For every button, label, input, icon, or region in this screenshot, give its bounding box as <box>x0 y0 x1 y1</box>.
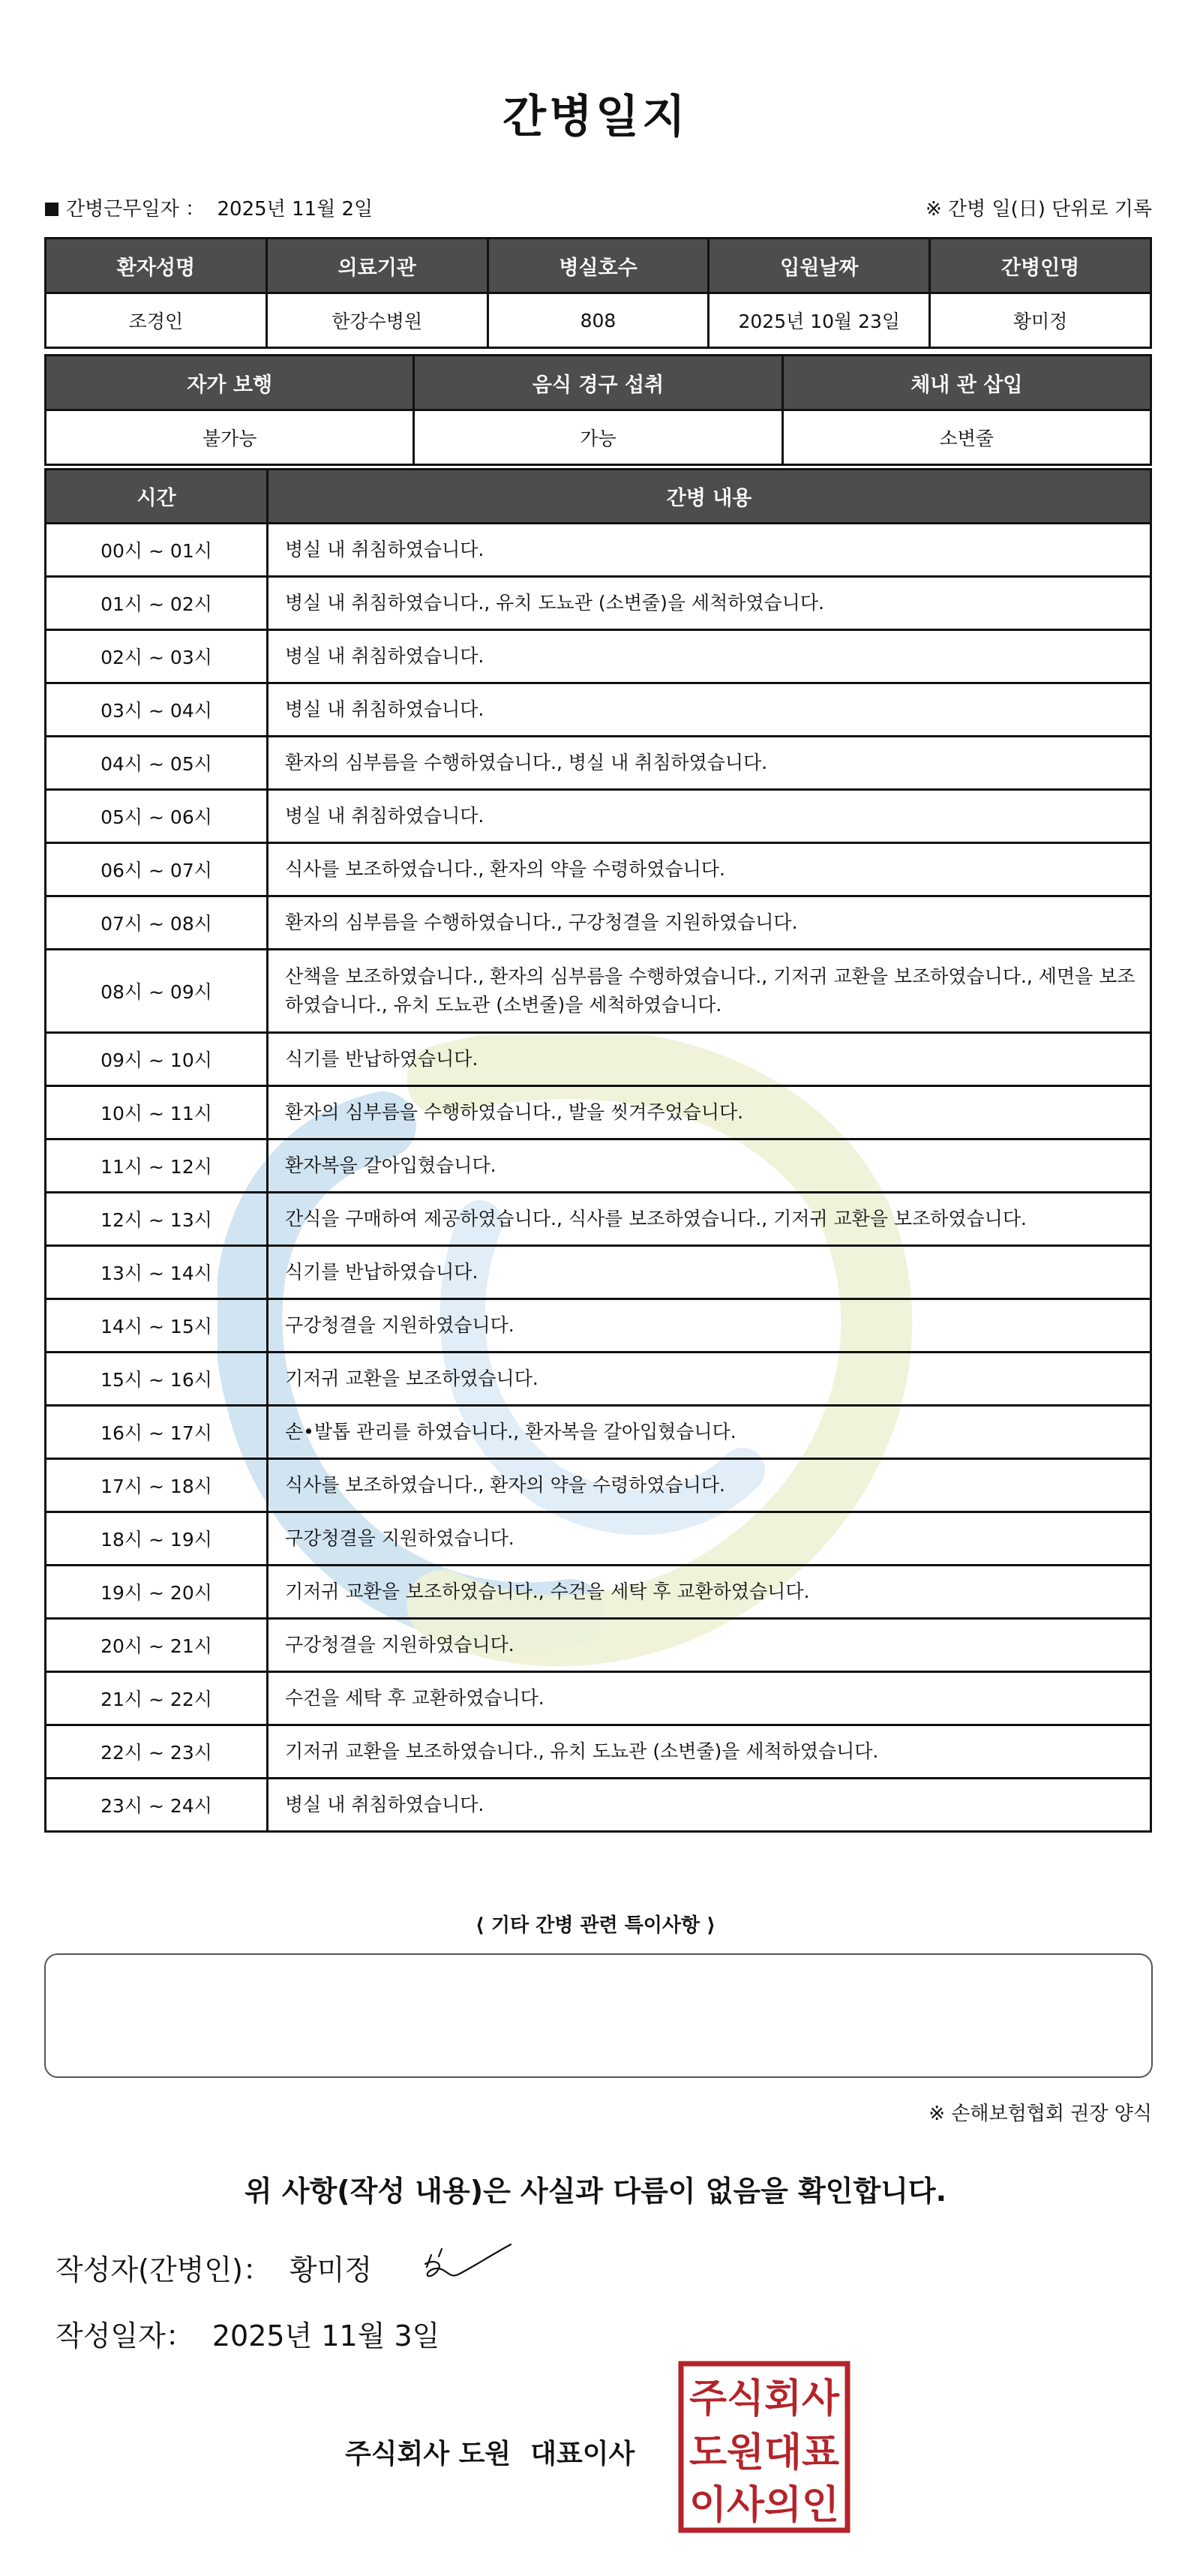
hospital-name: 한강수병원 <box>266 293 488 348</box>
record-unit-note: ※ 간병 일(日) 단위로 기록 <box>925 198 1152 221</box>
time-cell: 20시 ~ 21시 <box>46 1619 268 1672</box>
header-caregiver-name: 간병인명 <box>930 239 1151 293</box>
patient-info-table <box>44 237 1152 349</box>
table-row <box>46 843 1151 896</box>
content-cell: 수건을 세탁 후 교환하였습니다. <box>268 1672 1151 1725</box>
svg-text:도원대표: 도원대표 <box>689 2430 839 2475</box>
time-cell: 09시 ~ 10시 <box>46 1033 268 1086</box>
time-cell: 02시 ~ 03시 <box>46 630 268 683</box>
table-row <box>46 1086 1151 1139</box>
header-patient-name: 환자성명 <box>46 239 267 293</box>
content-cell: 식기를 반납하였습니다. <box>268 1033 1151 1086</box>
table-row <box>46 1139 1151 1193</box>
content-cell: 병실 내 취침하였습니다. <box>268 630 1151 683</box>
table-row <box>46 1672 1151 1725</box>
content-cell: 환자의 심부름을 수행하였습니다., 병실 내 취침하였습니다. <box>268 737 1151 790</box>
patient-info-value-row <box>46 293 1151 348</box>
oral-intake-value: 가능 <box>414 410 782 465</box>
header-oral-intake: 음식 경구 섭취 <box>414 356 782 410</box>
table-row <box>46 1459 1151 1512</box>
time-cell: 23시 ~ 24시 <box>46 1779 268 1832</box>
time-cell: 06시 ~ 07시 <box>46 843 268 896</box>
table-row <box>46 630 1151 683</box>
table-row <box>46 1406 1151 1459</box>
admission-date: 2025년 10월 23일 <box>709 293 930 348</box>
table-row <box>46 1299 1151 1353</box>
table-row <box>46 950 1151 1033</box>
content-cell: 환자복을 갈아입혔습니다. <box>268 1139 1151 1193</box>
time-cell: 19시 ~ 20시 <box>46 1566 268 1619</box>
time-cell: 00시 ~ 01시 <box>46 524 268 577</box>
time-cell: 14시 ~ 15시 <box>46 1299 268 1353</box>
time-cell: 22시 ~ 23시 <box>46 1725 268 1779</box>
content-cell: 병실 내 취침하였습니다. <box>268 683 1151 737</box>
confirmation-statement: 위 사항(작성 내용)은 사실과 다름이 없음을 확인합니다. <box>244 2175 947 2208</box>
content-cell: 병실 내 취침하였습니다., 유치 도뇨관 (소변줄)을 세척하였습니다. <box>268 577 1151 630</box>
care-log-header-row <box>46 470 1151 524</box>
content-cell: 구강청결을 지원하였습니다. <box>268 1512 1151 1566</box>
content-cell: 병실 내 취침하였습니다. <box>268 790 1151 843</box>
company-seal-icon <box>678 2361 850 2533</box>
content-cell: 식사를 보조하였습니다., 환자의 약을 수령하였습니다. <box>268 843 1151 896</box>
svg-text:이사의인: 이사의인 <box>689 2483 839 2528</box>
content-cell: 병실 내 취침하였습니다. <box>268 1779 1151 1832</box>
ceo-title: 대표이사 <box>530 2439 635 2469</box>
content-cell: 병실 내 취침하였습니다. <box>268 524 1151 577</box>
writer-line <box>56 2247 372 2288</box>
patient-status-value-row <box>46 410 1151 465</box>
time-cell: 11시 ~ 12시 <box>46 1139 268 1193</box>
work-date-value: 2025년 11월 2일 <box>217 198 374 221</box>
content-cell: 구강청결을 지원하였습니다. <box>268 1619 1151 1672</box>
header-tube-insertion: 체내 관 삽입 <box>782 356 1150 410</box>
time-cell: 07시 ~ 08시 <box>46 896 268 950</box>
content-cell: 환자의 심부름을 수행하였습니다., 발을 씻겨주었습니다. <box>268 1086 1151 1139</box>
document-title: 간병일지 <box>502 91 688 143</box>
content-cell: 구강청결을 지원하였습니다. <box>268 1299 1151 1353</box>
time-cell: 08시 ~ 09시 <box>46 950 268 1033</box>
self-walking-value: 불가능 <box>46 410 414 465</box>
written-date-label: 작성일자： <box>56 2319 194 2352</box>
time-cell: 21시 ~ 22시 <box>46 1672 268 1725</box>
table-row <box>46 1566 1151 1619</box>
content-cell: 기저귀 교환을 보조하였습니다. <box>268 1353 1151 1406</box>
table-row <box>46 1353 1151 1406</box>
header-room-number: 병실호수 <box>488 239 709 293</box>
table-row <box>46 737 1151 790</box>
signature-icon <box>416 2234 529 2290</box>
header-hospital: 의료기관 <box>266 239 488 293</box>
table-row <box>46 896 1151 950</box>
time-cell: 12시 ~ 13시 <box>46 1193 268 1246</box>
square-bullet-icon <box>45 203 58 216</box>
header-self-walking: 자가 보행 <box>46 356 414 410</box>
written-date-line <box>56 2313 440 2354</box>
content-cell: 기저귀 교환을 보조하였습니다., 유치 도뇨관 (소변줄)을 세척하였습니다. <box>268 1725 1151 1779</box>
patient-name: 조경인 <box>46 293 267 348</box>
time-cell: 18시 ~ 19시 <box>46 1512 268 1566</box>
caregiver-name: 황미정 <box>930 293 1151 348</box>
svg-text:주식회사: 주식회사 <box>689 2376 840 2421</box>
time-cell: 03시 ~ 04시 <box>46 683 268 737</box>
special-notes-title: ⟨ 기타 간병 관련 특이사항 ⟩ <box>475 1914 716 1937</box>
table-row <box>46 1619 1151 1672</box>
table-row <box>46 790 1151 843</box>
table-row <box>46 1725 1151 1779</box>
time-cell: 15시 ~ 16시 <box>46 1353 268 1406</box>
writer-name: 황미정 <box>289 2253 373 2286</box>
table-row <box>46 1033 1151 1086</box>
work-date-label: 간병근무일자 ： <box>66 198 205 221</box>
table-row <box>46 1193 1151 1246</box>
recommendation-note: ※ 손해보험협회 권장 양식 <box>928 2103 1152 2125</box>
care-log-table <box>44 468 1152 1833</box>
written-date-value: 2025년 11월 3일 <box>212 2319 440 2352</box>
time-cell: 13시 ~ 14시 <box>46 1246 268 1299</box>
header-time: 시간 <box>46 470 268 524</box>
patient-info-header-row <box>46 239 1151 293</box>
company-signature <box>345 2433 634 2471</box>
room-number: 808 <box>488 293 709 348</box>
content-cell: 기저귀 교환을 보조하였습니다., 수건을 세탁 후 교환하였습니다. <box>268 1566 1151 1619</box>
time-cell: 05시 ~ 06시 <box>46 790 268 843</box>
time-cell: 16시 ~ 17시 <box>46 1406 268 1459</box>
content-cell: 산책을 보조하였습니다., 환자의 심부름을 수행하였습니다., 기저귀 교환을 보조하였습니다., 세면을 보조하였습니다., 유치 도뇨관 (소변줄)을 세척하였습니다. <box>268 950 1151 1033</box>
table-row <box>46 1246 1151 1299</box>
table-row <box>46 577 1151 630</box>
patient-status-header-row <box>46 356 1151 410</box>
table-row <box>46 1779 1151 1832</box>
header-care-content: 간병 내용 <box>268 470 1151 524</box>
header-admission-date: 입원날짜 <box>709 239 930 293</box>
content-cell: 환자의 심부름을 수행하였습니다., 구강청결을 지원하였습니다. <box>268 896 1151 950</box>
content-cell: 식기를 반납하였습니다. <box>268 1246 1151 1299</box>
company-name: 주식회사 도원 <box>345 2439 512 2469</box>
content-cell: 간식을 구매하여 제공하였습니다., 식사를 보조하였습니다., 기저귀 교환을 보조하였습니다. <box>268 1193 1151 1246</box>
time-cell: 01시 ~ 02시 <box>46 577 268 630</box>
special-notes-box <box>44 1953 1153 2078</box>
writer-label: 작성자(간병인)： <box>56 2253 272 2286</box>
tube-insertion-value: 소변줄 <box>782 410 1150 465</box>
content-cell: 손•발톱 관리를 하였습니다., 환자복을 갈아입혔습니다. <box>268 1406 1151 1459</box>
table-row <box>46 524 1151 577</box>
time-cell: 17시 ~ 18시 <box>46 1459 268 1512</box>
table-row <box>46 683 1151 737</box>
time-cell: 04시 ~ 05시 <box>46 737 268 790</box>
work-date <box>45 194 373 221</box>
content-cell: 식사를 보조하였습니다., 환자의 약을 수령하였습니다. <box>268 1459 1151 1512</box>
table-row <box>46 1512 1151 1566</box>
time-cell: 10시 ~ 11시 <box>46 1086 268 1139</box>
patient-status-table <box>44 354 1152 466</box>
